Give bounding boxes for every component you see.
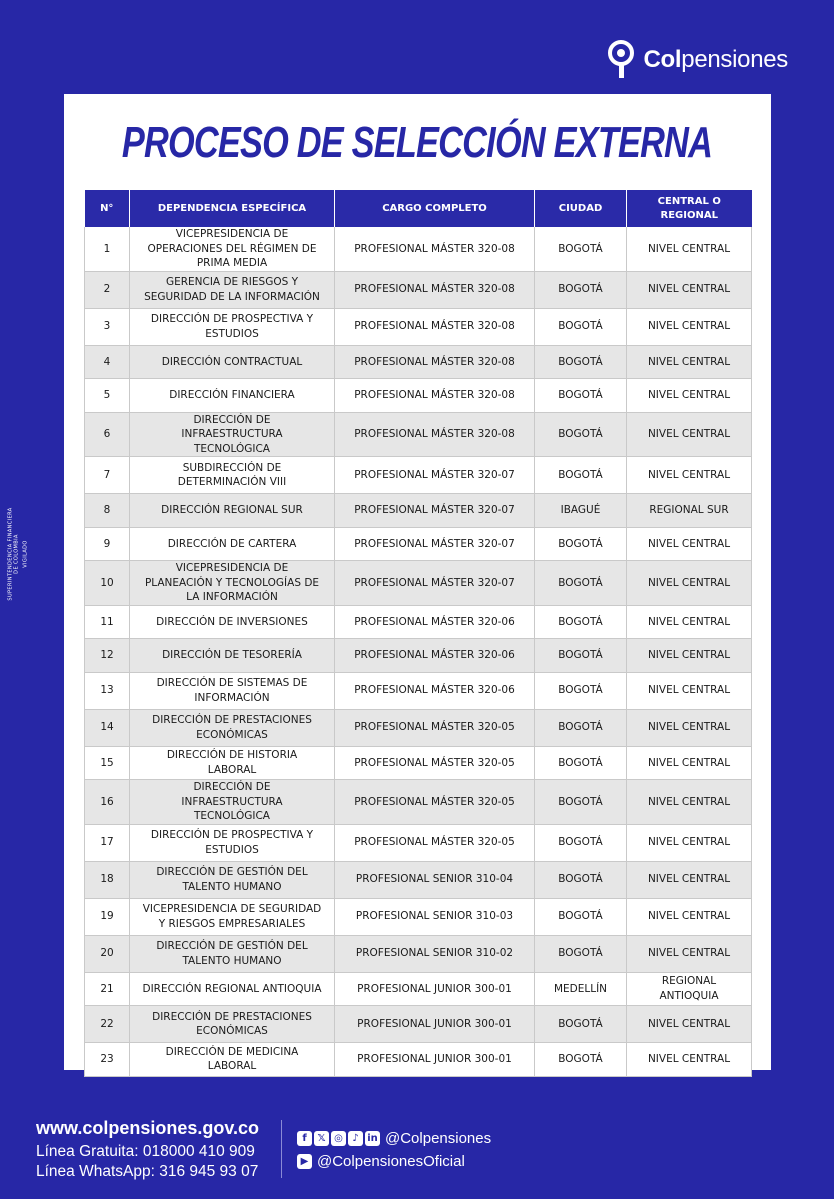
cell-dependencia: DIRECCIÓN DE PRESTACIONES ECONÓMICAS — [130, 1006, 335, 1043]
cell-cargo: PROFESIONAL SENIOR 310-02 — [335, 935, 535, 972]
cell-dependencia: DIRECCIÓN DE MEDICINA LABORAL — [130, 1043, 335, 1077]
cell-ciudad: BOGOTÁ — [535, 345, 627, 379]
cell-cargo: PROFESIONAL MÁSTER 320-05 — [335, 709, 535, 746]
cell-dependencia: VICEPRESIDENCIA DE PLANEACIÓN Y TECNOLOGÍAS DE LA INFORMACIÓN — [130, 561, 335, 606]
cell-central-regional: NIVEL CENTRAL — [627, 780, 752, 825]
table-row — [85, 672, 752, 709]
cell-number: 15 — [85, 746, 130, 780]
header-number: N° — [85, 190, 130, 227]
cell-cargo: PROFESIONAL MÁSTER 320-08 — [335, 308, 535, 345]
cell-cargo: PROFESIONAL JUNIOR 300-01 — [335, 1006, 535, 1043]
cell-dependencia: DIRECCIÓN REGIONAL SUR — [130, 494, 335, 528]
table-row — [85, 345, 752, 379]
cell-cargo: PROFESIONAL MÁSTER 320-08 — [335, 379, 535, 413]
youtube-row — [297, 1151, 491, 1171]
cell-number: 12 — [85, 639, 130, 673]
cell-number: 22 — [85, 1006, 130, 1043]
table-row — [85, 709, 752, 746]
cell-cargo: PROFESIONAL MÁSTER 320-07 — [335, 561, 535, 606]
cell-cargo: PROFESIONAL MÁSTER 320-05 — [335, 824, 535, 861]
cell-dependencia: DIRECCIÓN DE PRESTACIONES ECONÓMICAS — [130, 709, 335, 746]
colpensiones-logo-icon — [606, 38, 640, 82]
cell-central-regional: NIVEL CENTRAL — [627, 672, 752, 709]
cell-ciudad: BOGOTÁ — [535, 412, 627, 457]
phone-line: Línea Gratuita: 018000 410 909 — [36, 1143, 255, 1160]
footer-divider — [281, 1120, 282, 1178]
cell-number: 16 — [85, 780, 130, 825]
cell-dependencia: DIRECCIÓN DE INVERSIONES — [130, 605, 335, 639]
table-row — [85, 1043, 752, 1077]
x-icon[interactable]: 𝕏 — [314, 1131, 329, 1146]
cell-number: 10 — [85, 561, 130, 606]
cell-central-regional: NIVEL CENTRAL — [627, 898, 752, 935]
cell-dependencia: DIRECCIÓN DE SISTEMAS DE INFORMACIÓN — [130, 672, 335, 709]
cell-ciudad: BOGOTÁ — [535, 898, 627, 935]
cell-central-regional: NIVEL CENTRAL — [627, 709, 752, 746]
cell-number: 18 — [85, 861, 130, 898]
table-row — [85, 561, 752, 606]
cell-number: 2 — [85, 271, 130, 308]
facebook-icon[interactable]: f — [297, 1131, 312, 1146]
header-ciudad: CIUDAD — [535, 190, 627, 227]
cell-central-regional: NIVEL CENTRAL — [627, 308, 752, 345]
table-row — [85, 527, 752, 561]
cell-ciudad: BOGOTÁ — [535, 227, 627, 271]
cell-ciudad: BOGOTÁ — [535, 780, 627, 825]
cell-central-regional: NIVEL CENTRAL — [627, 1006, 752, 1043]
cell-cargo: PROFESIONAL SENIOR 310-03 — [335, 898, 535, 935]
cell-cargo: PROFESIONAL MÁSTER 320-08 — [335, 227, 535, 271]
cell-dependencia: DIRECCIÓN DE PROSPECTIVA Y ESTUDIOS — [130, 308, 335, 345]
table-row — [85, 605, 752, 639]
header-dependencia: DEPENDENCIA ESPECÍFICA — [130, 190, 335, 227]
cell-number: 5 — [85, 379, 130, 413]
table-row — [85, 746, 752, 780]
page-title: PROCESO DE SELECCIÓN EXTERNA — [121, 118, 713, 167]
table-header-row — [85, 190, 752, 227]
cell-dependencia: DIRECCIÓN DE INFRAESTRUCTURA TECNOLÓGICA — [130, 780, 335, 825]
cell-cargo: PROFESIONAL MÁSTER 320-08 — [335, 271, 535, 308]
cell-cargo: PROFESIONAL MÁSTER 320-06 — [335, 672, 535, 709]
cell-dependencia: VICEPRESIDENCIA DE OPERACIONES DEL RÉGIMEN DE PRIMA MEDIA — [130, 227, 335, 271]
cell-dependencia: GERENCIA DE RIESGOS Y SEGURIDAD DE LA INFORMACIÓN — [130, 271, 335, 308]
cell-dependencia: DIRECCIÓN DE CARTERA — [130, 527, 335, 561]
social-handle[interactable]: @Colpensiones — [385, 1129, 492, 1147]
cell-central-regional: REGIONAL SUR — [627, 494, 752, 528]
header-cargo: CARGO COMPLETO — [335, 190, 535, 227]
colpensiones-logo — [606, 38, 788, 82]
cell-cargo: PROFESIONAL MÁSTER 320-07 — [335, 457, 535, 494]
table-row — [85, 379, 752, 413]
cell-central-regional: NIVEL CENTRAL — [627, 746, 752, 780]
table-row — [85, 972, 752, 1006]
table-row — [85, 780, 752, 825]
cell-number: 7 — [85, 457, 130, 494]
cell-dependencia: DIRECCIÓN FINANCIERA — [130, 379, 335, 413]
header-central-regional: CENTRAL O REGIONAL — [627, 190, 752, 227]
cell-dependencia: SUBDIRECCIÓN DE DETERMINACIÓN VIII — [130, 457, 335, 494]
cell-cargo: PROFESIONAL MÁSTER 320-05 — [335, 746, 535, 780]
tiktok-icon[interactable]: ♪ — [348, 1131, 363, 1146]
cell-number: 14 — [85, 709, 130, 746]
social-row — [297, 1128, 491, 1148]
cell-ciudad: BOGOTÁ — [535, 639, 627, 673]
vigilado-seal — [4, 494, 32, 614]
table-row — [85, 271, 752, 308]
cell-central-regional: NIVEL CENTRAL — [627, 227, 752, 271]
cell-number: 23 — [85, 1043, 130, 1077]
cell-central-regional: NIVEL CENTRAL — [627, 345, 752, 379]
cell-ciudad: BOGOTÁ — [535, 672, 627, 709]
cell-ciudad: BOGOTÁ — [535, 1043, 627, 1077]
cell-ciudad: BOGOTÁ — [535, 824, 627, 861]
cell-number: 9 — [85, 527, 130, 561]
cell-central-regional: NIVEL CENTRAL — [627, 457, 752, 494]
cell-dependencia: DIRECCIÓN CONTRACTUAL — [130, 345, 335, 379]
table-row — [85, 494, 752, 528]
table-row — [85, 1006, 752, 1043]
cell-cargo: PROFESIONAL MÁSTER 320-05 — [335, 780, 535, 825]
cell-central-regional: NIVEL CENTRAL — [627, 824, 752, 861]
cell-central-regional: NIVEL CENTRAL — [627, 527, 752, 561]
cell-ciudad: BOGOTÁ — [535, 561, 627, 606]
cell-dependencia: DIRECCIÓN DE INFRAESTRUCTURA TECNOLÓGICA — [130, 412, 335, 457]
table-row — [85, 898, 752, 935]
cell-cargo: PROFESIONAL MÁSTER 320-07 — [335, 527, 535, 561]
cell-number: 6 — [85, 412, 130, 457]
cell-number: 21 — [85, 972, 130, 1006]
cell-number: 8 — [85, 494, 130, 528]
cell-central-regional: REGIONAL ANTIOQUIA — [627, 972, 752, 1006]
cell-ciudad: BOGOTÁ — [535, 861, 627, 898]
cell-central-regional: NIVEL CENTRAL — [627, 412, 752, 457]
cell-dependencia: DIRECCIÓN DE GESTIÓN DEL TALENTO HUMANO — [130, 861, 335, 898]
cell-ciudad: BOGOTÁ — [535, 605, 627, 639]
cell-dependencia: DIRECCIÓN REGIONAL ANTIOQUIA — [130, 972, 335, 1006]
brand-name: Colpensiones — [643, 46, 788, 73]
youtube-icon[interactable]: ▶ — [297, 1154, 312, 1169]
table-row — [85, 824, 752, 861]
cell-cargo: PROFESIONAL SENIOR 310-04 — [335, 861, 535, 898]
cell-number: 4 — [85, 345, 130, 379]
cell-dependencia: DIRECCIÓN DE GESTIÓN DEL TALENTO HUMANO — [130, 935, 335, 972]
cell-ciudad: BOGOTÁ — [535, 271, 627, 308]
cell-central-regional: NIVEL CENTRAL — [627, 935, 752, 972]
cell-number: 1 — [85, 227, 130, 271]
cell-central-regional: NIVEL CENTRAL — [627, 379, 752, 413]
cell-dependencia: DIRECCIÓN DE HISTORIA LABORAL — [130, 746, 335, 780]
table-row — [85, 861, 752, 898]
cell-ciudad: BOGOTÁ — [535, 308, 627, 345]
cell-ciudad: BOGOTÁ — [535, 709, 627, 746]
cell-cargo: PROFESIONAL MÁSTER 320-06 — [335, 639, 535, 673]
cell-cargo: PROFESIONAL JUNIOR 300-01 — [335, 972, 535, 1006]
cell-central-regional: NIVEL CENTRAL — [627, 561, 752, 606]
table-row — [85, 308, 752, 345]
cell-cargo: PROFESIONAL MÁSTER 320-08 — [335, 412, 535, 457]
cell-number: 19 — [85, 898, 130, 935]
instagram-icon[interactable]: ◎ — [331, 1131, 346, 1146]
seal-line-2: DE COLOMBIA — [13, 534, 20, 574]
cell-dependencia: DIRECCIÓN DE PROSPECTIVA Y ESTUDIOS — [130, 824, 335, 861]
linkedin-icon[interactable]: in — [365, 1131, 380, 1146]
cell-central-regional: NIVEL CENTRAL — [627, 639, 752, 673]
cell-number: 11 — [85, 605, 130, 639]
cell-central-regional: NIVEL CENTRAL — [627, 1043, 752, 1077]
selection-table-wrapper — [84, 190, 751, 1077]
cell-ciudad: BOGOTÁ — [535, 746, 627, 780]
table-row — [85, 935, 752, 972]
cell-dependencia: DIRECCIÓN DE TESORERÍA — [130, 639, 335, 673]
cell-number: 3 — [85, 308, 130, 345]
cell-central-regional: NIVEL CENTRAL — [627, 861, 752, 898]
footer-contact — [36, 1118, 259, 1182]
cell-central-regional: NIVEL CENTRAL — [627, 271, 752, 308]
table-row — [85, 227, 752, 271]
whatsapp-line: Línea WhatsApp: 316 945 93 07 — [36, 1163, 259, 1180]
cell-central-regional: NIVEL CENTRAL — [627, 605, 752, 639]
cell-ciudad: BOGOTÁ — [535, 935, 627, 972]
cell-number: 20 — [85, 935, 130, 972]
seal-line-3: VIGILADO — [22, 540, 29, 568]
cell-ciudad: IBAGUÉ — [535, 494, 627, 528]
cell-ciudad: BOGOTÁ — [535, 527, 627, 561]
selection-table — [84, 190, 752, 1077]
cell-ciudad: BOGOTÁ — [535, 457, 627, 494]
table-row — [85, 412, 752, 457]
table-row — [85, 457, 752, 494]
cell-cargo: PROFESIONAL JUNIOR 300-01 — [335, 1043, 535, 1077]
seal-line-1: SUPERINTENDENCIA FINANCIERA — [7, 507, 14, 601]
cell-ciudad: MEDELLÍN — [535, 972, 627, 1006]
cell-number: 13 — [85, 672, 130, 709]
cell-cargo: PROFESIONAL MÁSTER 320-08 — [335, 345, 535, 379]
youtube-handle[interactable]: @ColpensionesOficial — [317, 1152, 465, 1170]
table-row — [85, 639, 752, 673]
cell-cargo: PROFESIONAL MÁSTER 320-06 — [335, 605, 535, 639]
footer-social — [297, 1128, 491, 1174]
cell-ciudad: BOGOTÁ — [535, 379, 627, 413]
cell-number: 17 — [85, 824, 130, 861]
website-link[interactable]: www.colpensiones.gov.co — [36, 1118, 260, 1138]
cell-dependencia: VICEPRESIDENCIA DE SEGURIDAD Y RIESGOS EMPRESARIALES — [130, 898, 335, 935]
cell-ciudad: BOGOTÁ — [535, 1006, 627, 1043]
cell-cargo: PROFESIONAL MÁSTER 320-07 — [335, 494, 535, 528]
